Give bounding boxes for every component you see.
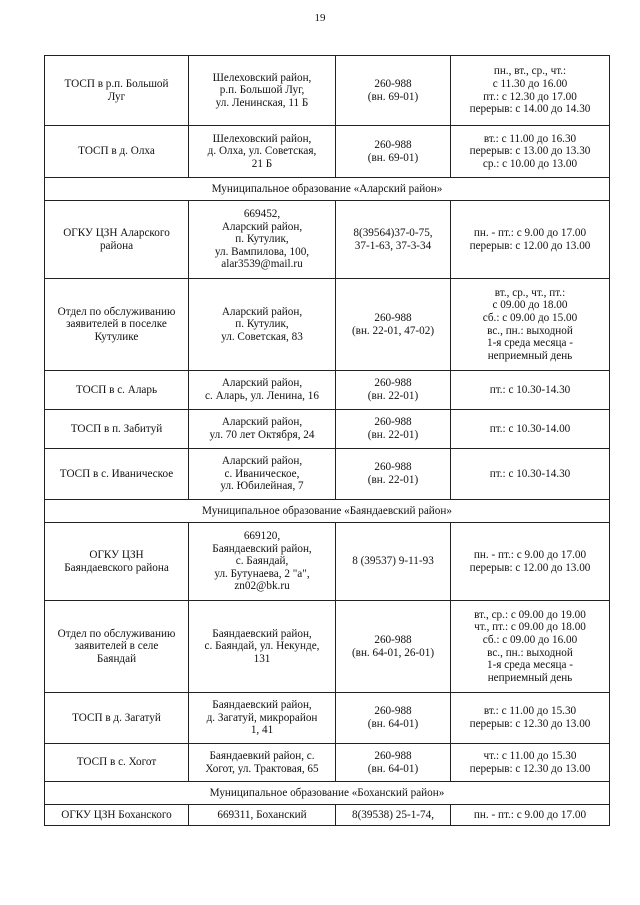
offices-table [44, 55, 610, 826]
office-address: Аларский район, с. Аларь, ул. Ленина, 16 [189, 371, 336, 410]
section-row [45, 500, 610, 523]
office-address: 669452, Аларский район, п. Кутулик, ул. Вампилова, 100, alar3539@mail.ru [189, 201, 336, 279]
office-phone: 260-988 (вн. 69-01) [336, 126, 451, 178]
office-name: ТОСП в д. Олха [45, 126, 189, 178]
office-name: ТОСП в п. Забитуй [45, 410, 189, 449]
office-schedule: вт., ср., чт., пт.: с 09.00 до 18.00 сб.: с 09.00 до 15.00 вс., пн.: выходной 1-я среда месяца - неприемный день [451, 279, 610, 371]
office-schedule: чт.: с 11.00 до 15.30 перерыв: с 12.30 до 13.00 [451, 744, 610, 782]
office-schedule: пн. - пт.: с 9.00 до 17.00 [451, 805, 610, 826]
office-phone: 260-988 (вн. 64-01) [336, 744, 451, 782]
office-phone: 260-988 (вн. 22-01) [336, 371, 451, 410]
office-name: ТОСП в с. Хогот [45, 744, 189, 782]
office-phone: 8(39564)37-0-75, 37-1-63, 37-3-34 [336, 201, 451, 279]
office-address: Баяндаевкий район, с. Хогот, ул. Трактовая, 65 [189, 744, 336, 782]
office-address: 669120, Баяндаевский район, с. Баяндай, ул. Бутунаева, 2 "а", zn02@bk.ru [189, 523, 336, 601]
table-row [45, 371, 610, 410]
office-name: Отдел по обслуживанию заявителей в селе Баяндай [45, 601, 189, 693]
office-phone: 260-988 (вн. 22-01) [336, 410, 451, 449]
office-address: Баяндаевский район, д. Загатуй, микрорайон 1, 41 [189, 693, 336, 744]
office-name: ТОСП в р.п. Большой Луг [45, 56, 189, 126]
table-row [45, 601, 610, 693]
office-schedule: вт.: с 11.00 до 15.30 перерыв: с 12.30 до 13.00 [451, 693, 610, 744]
office-phone: 260-988 (вн. 64-01, 26-01) [336, 601, 451, 693]
office-name: ТОСП в с. Иваническое [45, 449, 189, 500]
office-phone: 8 (39537) 9-11-93 [336, 523, 451, 601]
office-address: Аларский район, с. Иваническое, ул. Юбилейная, 7 [189, 449, 336, 500]
office-address: Шелеховский район, р.п. Большой Луг, ул. Ленинская, 11 Б [189, 56, 336, 126]
office-schedule: пн. - пт.: с 9.00 до 17.00 перерыв: с 12.00 до 13.00 [451, 201, 610, 279]
office-phone: 260-988 (вн. 22-01) [336, 449, 451, 500]
table-row [45, 201, 610, 279]
office-name: ТОСП в д. Загатуй [45, 693, 189, 744]
office-address: Аларский район, п. Кутулик, ул. Советская, 83 [189, 279, 336, 371]
office-schedule: пт.: с 10.30-14.30 [451, 371, 610, 410]
section-row [45, 782, 610, 805]
office-phone: 8(39538) 25-1-74, [336, 805, 451, 826]
table-row [45, 279, 610, 371]
office-phone: 260-988 (вн. 64-01) [336, 693, 451, 744]
office-address: 669311, Боханский [189, 805, 336, 826]
table-row [45, 410, 610, 449]
page-number: 19 [314, 12, 326, 24]
office-schedule: пн. - пт.: с 9.00 до 17.00 перерыв: с 12.00 до 13.00 [451, 523, 610, 601]
table-row [45, 744, 610, 782]
section-title: Муниципальное образование «Баяндаевский район» [45, 500, 610, 523]
office-schedule: вт., ср.: с 09.00 до 19.00 чт., пт.: с 09.00 до 18.00 сб.: с 09.00 до 16.00 вс., пн.: выходной 1-я среда месяца - неприемный день [451, 601, 610, 693]
table-row [45, 693, 610, 744]
office-schedule: вт.: с 11.00 до 16.30 перерыв: с 13.00 до 13.30 ср.: с 10.00 до 13.00 [451, 126, 610, 178]
office-schedule: пт.: с 10.30-14.00 [451, 410, 610, 449]
table-row [45, 523, 610, 601]
office-name: ОГКУ ЦЗН Боханского [45, 805, 189, 826]
office-address: Баяндаевский район, с. Баяндай, ул. Некунде, 131 [189, 601, 336, 693]
table-row [45, 449, 610, 500]
section-row [45, 178, 610, 201]
office-name: Отдел по обслуживанию заявителей в поселке Кутулике [45, 279, 189, 371]
office-schedule: пт.: с 10.30-14.30 [451, 449, 610, 500]
office-phone: 260-988 (вн. 69-01) [336, 56, 451, 126]
table-row [45, 126, 610, 178]
office-name: ОГКУ ЦЗН Баяндаевского района [45, 523, 189, 601]
table-row [45, 805, 610, 826]
section-title: Муниципальное образование «Аларский район» [45, 178, 610, 201]
section-title: Муниципальное образование «Боханский район» [45, 782, 610, 805]
office-phone: 260-988 (вн. 22-01, 47-02) [336, 279, 451, 371]
office-schedule: пн., вт., ср., чт.: с 11.30 до 16.00 пт.: с 12.30 до 17.00 перерыв: с 14.00 до 14.30 [451, 56, 610, 126]
office-name: ОГКУ ЦЗН Аларского района [45, 201, 189, 279]
office-address: Шелеховский район, д. Олха, ул. Советская, 21 Б [189, 126, 336, 178]
office-address: Аларский район, ул. 70 лет Октября, 24 [189, 410, 336, 449]
table-row [45, 56, 610, 126]
office-name: ТОСП в с. Аларь [45, 371, 189, 410]
